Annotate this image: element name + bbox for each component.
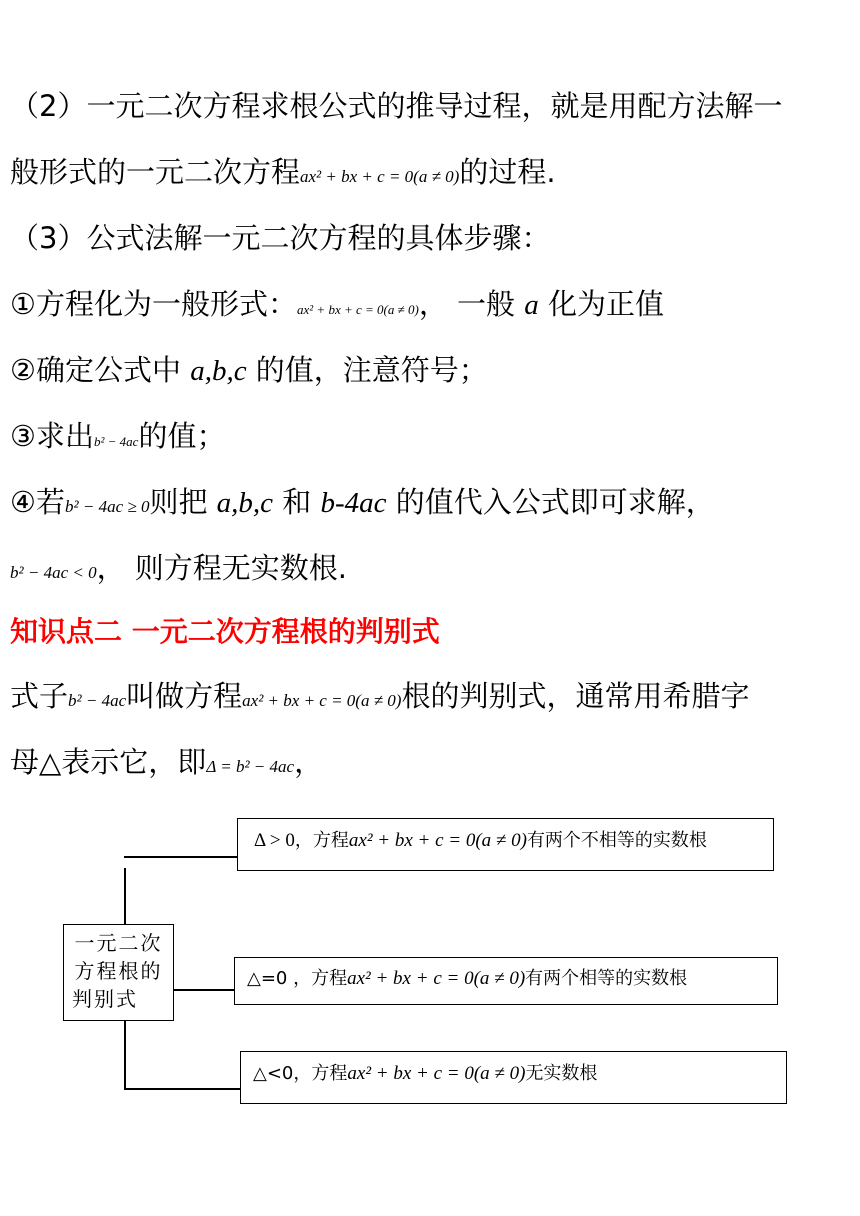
paragraph-2-text-post: 的过程. [459, 155, 556, 189]
step-1 [10, 284, 664, 330]
case-negative-condition: △<0 [253, 1063, 294, 1084]
definition-post: 根的判别式，通常用希腊字 [401, 679, 750, 713]
general-form-formula: ax² + bx + c = 0(a ≠ 0) [300, 167, 460, 186]
step-2-variables: a,b,c [190, 355, 247, 387]
step-1-post: 化为正值 [538, 287, 664, 321]
paragraph-3-text: （3）公式法解一元二次方程的具体步骤： [10, 221, 551, 255]
center-line-2: 方程根的 [74, 959, 163, 983]
step-2-post: 的值，注意符号； [246, 353, 488, 387]
case-zero-result: 有两个相等的实数根 [525, 968, 688, 989]
step-4-mid-2: 和 [273, 485, 321, 519]
step-4-formula: b² − 4ac ≥ 0 [65, 497, 150, 516]
definition-2-post: ， [294, 745, 324, 779]
case-zero-equation: ax² + bx + c = 0(a ≠ 0) [347, 968, 526, 989]
connector-middle [174, 989, 234, 991]
definition-pre: 式子 [10, 679, 69, 713]
case-positive-text [254, 827, 707, 855]
paragraph-2-line-1 [10, 86, 782, 126]
case-positive-condition: Δ > 0 [254, 830, 295, 851]
paragraph-3-heading [10, 218, 550, 258]
connector-lower-vertical [124, 1020, 126, 1088]
paragraph-2-text: （2）一元二次方程求根公式的推导过程，就是用配方法解一 [10, 89, 783, 123]
definition-discriminant: b² − 4ac [68, 691, 127, 710]
paragraph-2-line-2 [10, 152, 556, 197]
case-negative-text [253, 1060, 597, 1088]
step-4-continued-post: ， 则方程无实数根. [96, 551, 348, 585]
connector-bottom [124, 1088, 240, 1090]
step-4-variables: a,b,c [216, 487, 274, 519]
definition-line-2 [10, 742, 323, 787]
section-heading [10, 612, 440, 652]
definition-mid: 叫做方程 [126, 679, 243, 713]
step-4-post: 的值代入公式即可求解， [386, 485, 715, 519]
case-zero-mid: ，方程 [293, 968, 348, 989]
case-positive-equation: ax² + bx + c = 0(a ≠ 0) [348, 830, 527, 851]
step-4-continued [10, 548, 347, 593]
case-zero-text [247, 965, 687, 993]
definition-line-1 [10, 676, 749, 721]
case-zero-box [234, 957, 778, 1005]
definition-2-pre: 母△表示它，即 [10, 745, 207, 779]
case-positive-mid: ，方程 [294, 830, 349, 851]
step-3-pre: ③求出 [10, 419, 94, 453]
case-negative-mid: ，方程 [293, 1063, 348, 1084]
step-4-pre: ④若 [10, 485, 65, 519]
step-2-pre: ②确定公式中 [10, 353, 191, 387]
center-line-3: 判别式 [72, 987, 138, 1011]
step-1-variable: a [524, 289, 539, 321]
step-3-post: 的值； [138, 419, 226, 453]
step-1-pre: ①方程化为一般形式： [10, 287, 297, 321]
step-4 [10, 482, 715, 527]
step-4-negative-formula: b² − 4ac < 0 [10, 563, 97, 582]
step-1-mid: ， 一般 [418, 287, 525, 321]
case-zero-condition: △=0 [247, 968, 294, 989]
case-negative-box [240, 1051, 787, 1104]
case-negative-equation: ax² + bx + c = 0(a ≠ 0) [347, 1063, 526, 1084]
definition-delta-formula: Δ = b² − 4ac [206, 757, 295, 776]
case-positive-box [237, 818, 774, 871]
step-3-formula: b² − 4ac [94, 434, 139, 449]
case-positive-result: 有两个不相等的实数根 [526, 830, 707, 851]
center-line-1: 一元二次 [74, 931, 163, 955]
step-4-expression: b-4ac [320, 487, 387, 519]
step-1-formula: ax² + bx + c = 0(a ≠ 0) [297, 302, 419, 317]
diagram-center-box [63, 924, 174, 1021]
step-3 [10, 416, 225, 462]
connector-top [124, 856, 237, 858]
connector-upper-vertical [124, 868, 126, 924]
definition-equation: ax² + bx + c = 0(a ≠ 0) [242, 691, 402, 710]
step-2 [10, 350, 488, 391]
case-negative-result: 无实数根 [525, 1063, 598, 1084]
step-4-mid-1: 则把 [149, 485, 217, 519]
section-heading-text: 知识点二 一元二次方程根的判别式 [10, 615, 440, 648]
paragraph-2-text-pre: 般形式的一元二次方程 [10, 155, 301, 189]
